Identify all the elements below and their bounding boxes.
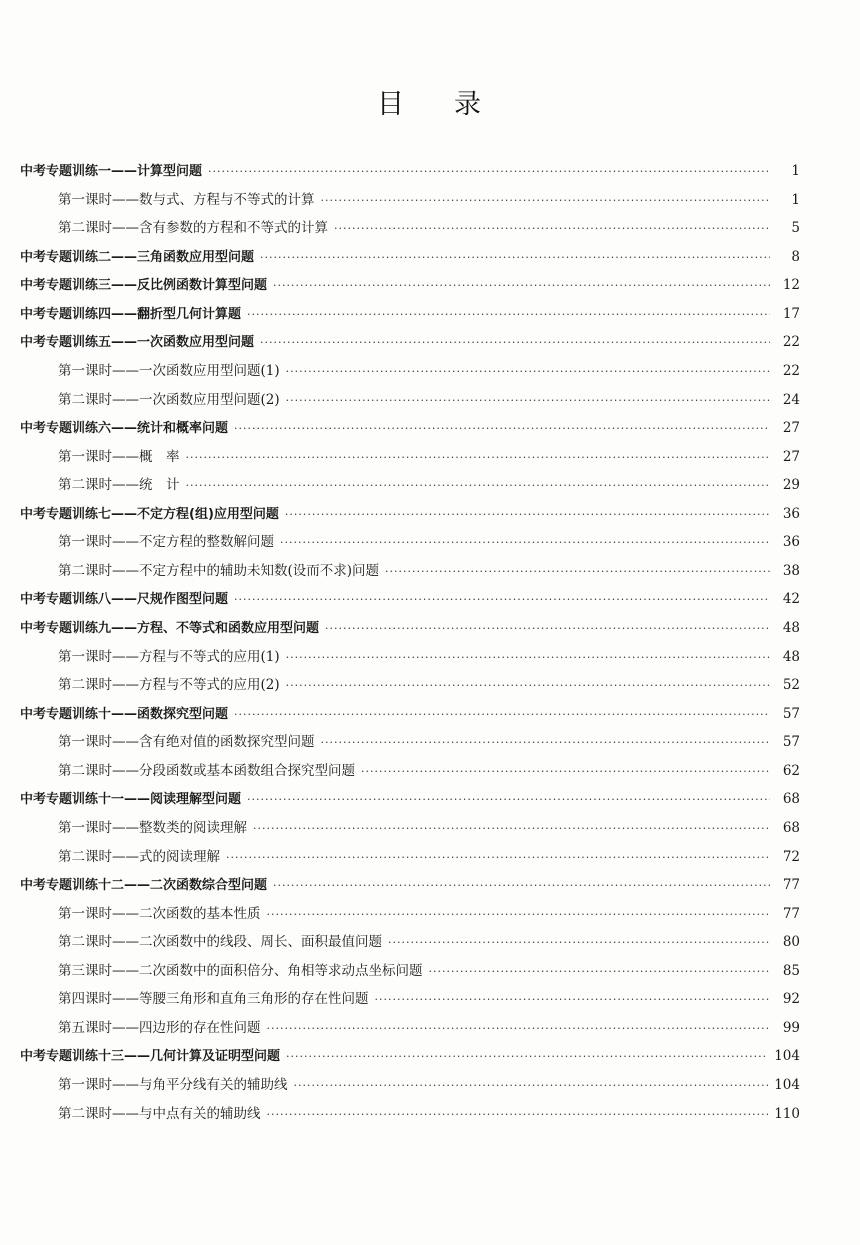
entry-page-number: 1 — [791, 191, 800, 208]
entry-label: 中考专题训练十二——二次函数综合型问题 — [20, 878, 268, 894]
entry-page-number: 36 — [782, 505, 800, 522]
dot-leader — [280, 529, 770, 558]
entry-label: 中考专题训练九——方程、不等式和函数应用型问题 — [20, 621, 320, 636]
entry-label: 第一课时——一次函数应用型问题(1) — [58, 362, 280, 379]
dot-leader — [429, 958, 771, 987]
entry-label: 第五课时——四边形的存在性问题 — [58, 1019, 261, 1036]
toc-section-entry[interactable] — [20, 557, 800, 586]
dot-leader — [267, 901, 771, 930]
dot-leader — [273, 272, 770, 301]
toc-section-entry[interactable] — [20, 443, 800, 472]
entry-page-number: 80 — [782, 934, 800, 951]
dot-leader — [321, 729, 771, 758]
dot-leader — [286, 1043, 768, 1072]
entry-label: 第三课时——二次函数中的面积倍分、角相等求动点坐标问题 — [58, 962, 423, 979]
dot-leader — [247, 301, 770, 330]
entry-label: 第二课时——与中点有关的辅助线 — [58, 1105, 261, 1122]
entry-page-number: 17 — [782, 305, 800, 322]
dot-leader — [361, 758, 770, 787]
entry-label: 第二课时——方程与不等式的应用(2) — [58, 677, 280, 694]
dot-leader — [247, 786, 770, 815]
entry-label: 第二课时——分段函数或基本函数组合探究型问题 — [58, 762, 355, 779]
toc-chapter-entry[interactable] — [20, 328, 800, 357]
toc-section-entry[interactable] — [20, 471, 800, 500]
toc-chapter-entry[interactable] — [20, 614, 800, 643]
entry-page-number: 57 — [782, 705, 800, 722]
dot-leader — [286, 644, 770, 673]
dot-leader — [385, 558, 770, 587]
entry-label: 中考专题训练五——一次函数应用型问题 — [20, 335, 255, 351]
toc-chapter-entry[interactable] — [20, 871, 800, 900]
toc-section-entry[interactable] — [20, 928, 800, 957]
entry-label: 中考专题训练六——统计和概率问题 — [20, 421, 229, 437]
entry-label: 第一课时——不定方程的整数解问题 — [58, 534, 274, 551]
dot-leader — [186, 444, 771, 473]
dot-leader — [286, 672, 770, 701]
entry-label: 中考专题训练四——翻折型几何计算题 — [20, 306, 242, 322]
entry-label: 中考专题训练八——尺规作图型问题 — [20, 592, 229, 608]
entry-label: 第二课时——一次函数应用型问题(2) — [58, 391, 280, 408]
entry-label: 第一课时——含有绝对值的函数探究型问题 — [58, 734, 315, 751]
entry-page-number: 68 — [782, 791, 800, 808]
entry-page-number: 68 — [782, 819, 800, 836]
entry-page-number: 99 — [782, 1019, 800, 1036]
entry-page-number: 85 — [782, 962, 800, 979]
toc-chapter-entry[interactable] — [20, 300, 800, 329]
entry-label: 中考专题训练三——反比例函数计算型问题 — [20, 278, 268, 294]
toc-section-entry[interactable] — [20, 386, 800, 415]
dot-leader — [186, 472, 771, 501]
entry-label: 中考专题训练十三——几何计算及证明型问题 — [20, 1049, 281, 1065]
toc-section-entry[interactable] — [20, 214, 800, 243]
dot-leader — [273, 872, 770, 901]
toc-chapter-entry[interactable] — [20, 243, 800, 272]
entry-label: 第二课时——统 计 — [58, 477, 180, 494]
toc-chapter-entry[interactable] — [20, 157, 800, 186]
toc-section-entry[interactable] — [20, 814, 800, 843]
dot-leader — [226, 844, 770, 873]
toc-chapter-entry[interactable] — [20, 414, 800, 443]
table-of-contents — [20, 157, 800, 1128]
entry-page-number: 29 — [782, 477, 800, 494]
entry-label: 第二课时——二次函数中的线段、周长、面积最值问题 — [58, 934, 382, 951]
toc-section-entry[interactable] — [20, 728, 800, 757]
toc-section-entry[interactable] — [20, 1100, 800, 1129]
toc-section-entry[interactable] — [20, 985, 800, 1014]
toc-section-entry[interactable] — [20, 1071, 800, 1100]
toc-section-entry[interactable] — [20, 671, 800, 700]
dot-leader — [260, 329, 770, 358]
entry-page-number: 72 — [782, 848, 800, 865]
toc-chapter-entry[interactable] — [20, 500, 800, 529]
page-title — [0, 82, 860, 121]
entry-page-number: 22 — [782, 362, 800, 379]
entry-label: 第一课时——方程与不等式的应用(1) — [58, 648, 280, 665]
title-char-2: 录 — [454, 89, 483, 120]
entry-page-number: 27 — [782, 448, 800, 465]
dot-leader — [267, 1015, 771, 1044]
title-char-1: 目 — [377, 89, 406, 120]
dot-leader — [260, 244, 770, 273]
entry-label: 中考专题训练十——函数探究型问题 — [20, 706, 229, 722]
entry-label: 中考专题训练一——计算型问题 — [20, 164, 203, 179]
entry-label: 中考专题训练十一——阅读理解型问题 — [20, 792, 242, 808]
dot-leader — [208, 158, 770, 187]
entry-page-number: 36 — [782, 534, 800, 551]
entry-label: 中考专题训练七——不定方程(组)应用型问题 — [20, 506, 279, 522]
dot-leader — [285, 501, 770, 530]
entry-page-number: 104 — [774, 1077, 800, 1093]
dot-leader — [253, 815, 770, 844]
entry-page-number: 12 — [782, 277, 800, 294]
entry-label: 第一课时——与角平分线有关的辅助线 — [58, 1077, 288, 1093]
entry-page-number: 38 — [782, 562, 800, 579]
dot-leader — [325, 615, 770, 644]
entry-page-number: 8 — [791, 248, 800, 265]
dot-leader — [375, 986, 771, 1015]
entry-label: 第一课时——整数类的阅读理解 — [58, 819, 247, 836]
entry-label: 第二课时——式的阅读理解 — [58, 848, 220, 865]
entry-page-number: 48 — [782, 620, 800, 636]
entry-page-number: 24 — [782, 391, 800, 408]
entry-label: 中考专题训练二——三角函数应用型问题 — [20, 249, 255, 265]
toc-section-entry[interactable] — [20, 1014, 800, 1043]
toc-section-entry[interactable] — [20, 186, 800, 215]
entry-page-number: 62 — [782, 762, 800, 779]
dot-leader — [234, 586, 770, 615]
toc-chapter-entry[interactable] — [20, 785, 800, 814]
dot-leader — [286, 358, 770, 387]
dot-leader — [294, 1072, 769, 1101]
dot-leader — [286, 387, 770, 416]
toc-section-entry[interactable] — [20, 757, 800, 786]
dot-leader — [267, 1101, 769, 1130]
toc-chapter-entry[interactable] — [20, 1042, 800, 1071]
entry-label: 第一课时——概 率 — [58, 448, 180, 465]
dot-leader — [334, 215, 770, 244]
toc-section-entry[interactable] — [20, 843, 800, 872]
entry-page-number: 57 — [782, 734, 800, 751]
entry-label: 第一课时——数与式、方程与不等式的计算 — [58, 191, 315, 208]
entry-label: 第二课时——含有参数的方程和不等式的计算 — [58, 220, 328, 237]
entry-page-number: 104 — [774, 1048, 800, 1065]
dot-leader — [234, 415, 770, 444]
entry-label: 第一课时——二次函数的基本性质 — [58, 905, 261, 922]
toc-section-entry[interactable] — [20, 357, 800, 386]
entry-page-number: 42 — [782, 591, 800, 608]
toc-section-entry[interactable] — [20, 643, 800, 672]
toc-section-entry[interactable] — [20, 900, 800, 929]
dot-leader — [234, 701, 770, 730]
toc-chapter-entry[interactable] — [20, 700, 800, 729]
toc-chapter-entry[interactable] — [20, 585, 800, 614]
entry-page-number: 1 — [791, 163, 800, 179]
entry-label: 第四课时——等腰三角形和直角三角形的存在性问题 — [58, 991, 369, 1008]
dot-leader — [321, 187, 771, 216]
entry-page-number: 77 — [782, 905, 800, 922]
dot-leader — [388, 929, 770, 958]
toc-section-entry[interactable] — [20, 957, 800, 986]
entry-page-number: 92 — [782, 991, 800, 1008]
entry-page-number: 22 — [782, 334, 800, 351]
toc-chapter-entry[interactable] — [20, 271, 800, 300]
entry-page-number: 77 — [782, 877, 800, 894]
entry-page-number: 48 — [782, 648, 800, 665]
entry-label: 第二课时——不定方程中的辅助未知数(设而不求)问题 — [58, 562, 380, 579]
entry-page-number: 52 — [782, 677, 800, 694]
entry-page-number: 110 — [774, 1105, 800, 1122]
toc-section-entry[interactable] — [20, 528, 800, 557]
entry-page-number: 27 — [782, 420, 800, 437]
entry-page-number: 5 — [791, 220, 800, 237]
